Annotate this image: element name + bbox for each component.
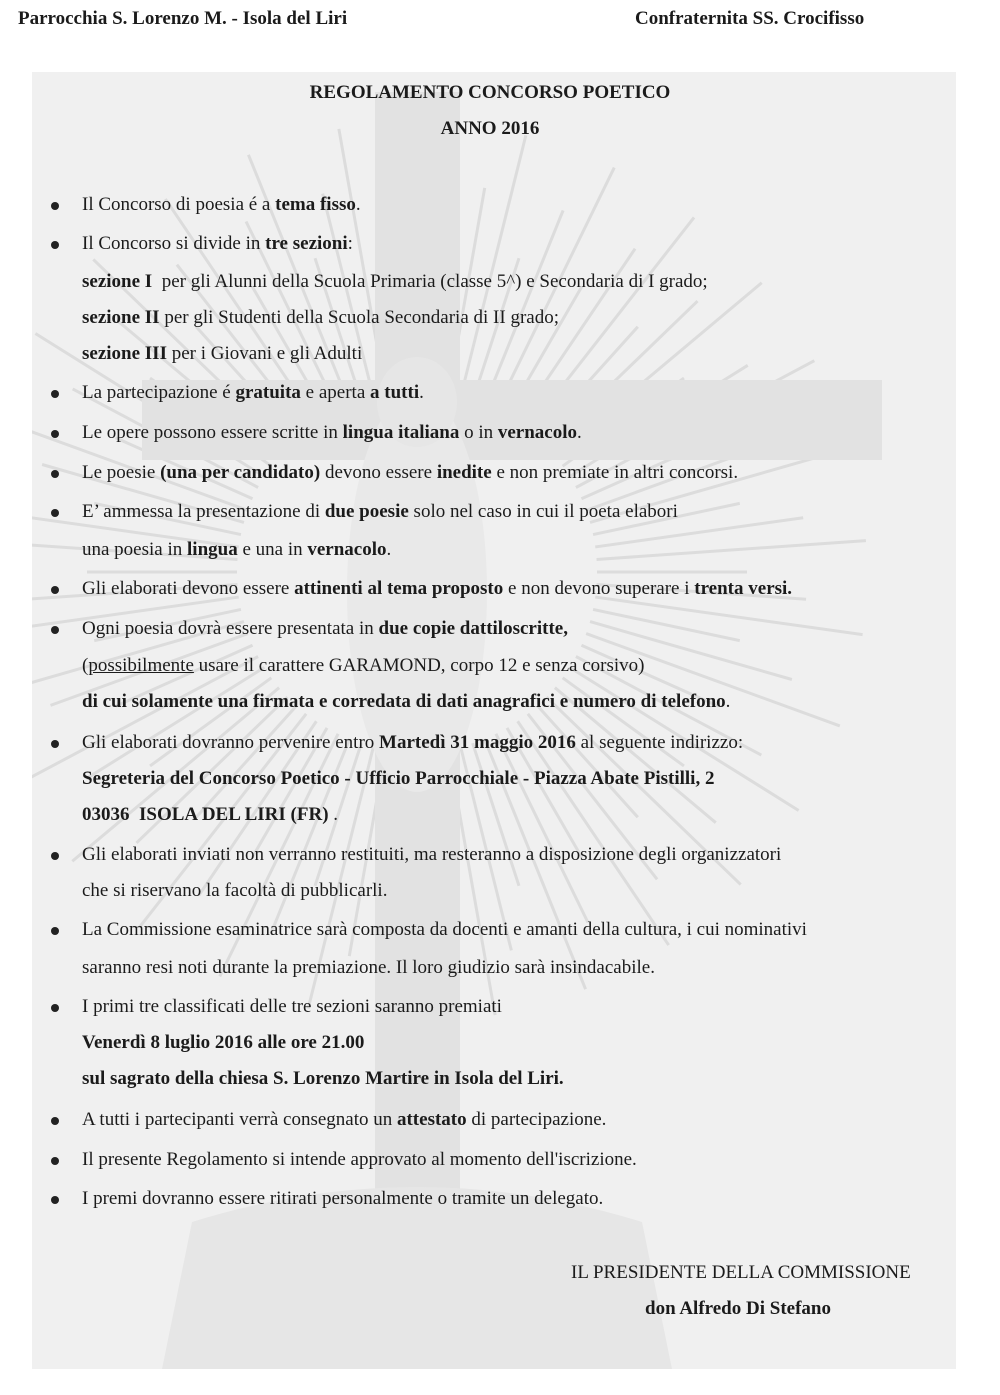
- rule-approval: Il presente Regolamento si intende approvato al momento dell'iscrizione.: [82, 1149, 637, 1170]
- bullet-icon: [51, 586, 59, 594]
- section-three: sezione III per i Giovani e gli Adulti: [82, 343, 363, 364]
- rule-copies-font: (possibilmente usare il carattere GARAMOND, corpo 12 e senza corsivo): [82, 655, 645, 676]
- bullet-icon: [51, 202, 59, 210]
- awards-place: sul sagrato della chiesa S. Lorenzo Martire in Isola del Liri.: [82, 1068, 564, 1089]
- signature-name: don Alfredo Di Stefano: [645, 1298, 831, 1319]
- rule-verses: Gli elaborati devono essere attinenti al tema proposto e non devono superare i trenta versi.: [82, 578, 793, 599]
- bullet-icon: [51, 626, 59, 634]
- bullet-icon: [51, 852, 59, 860]
- section-two: sezione II per gli Studenti della Scuola Secondaria di II grado;: [82, 307, 559, 328]
- rule-not-returned: Gli elaborati inviati non verranno restituiti, ma resteranno a disposizione degli organizzatori: [82, 844, 782, 865]
- bullet-icon: [51, 927, 59, 935]
- rule-deadline: Gli elaborati dovranno pervenire entro Martedì 31 maggio 2016 al seguente indirizzo:: [82, 732, 744, 753]
- rule-sections: Il Concorso si divide in tre sezioni:: [82, 233, 353, 254]
- bullet-icon: [51, 740, 59, 748]
- bullet-icon: [51, 390, 59, 398]
- document-year: ANNO 2016: [440, 118, 540, 139]
- rule-certificate: A tutti i partecipanti verrà consegnato un attestato di partecipazione.: [82, 1109, 607, 1130]
- signature-role: IL PRESIDENTE DELLA COMMISSIONE: [571, 1262, 911, 1283]
- bullet-icon: [51, 470, 59, 478]
- bullet-icon: [51, 241, 59, 249]
- rule-not-returned-cont: che si riservano la facoltà di pubblicarli.: [82, 880, 388, 901]
- awards-date: Venerdì 8 luglio 2016 alle ore 21.00: [82, 1032, 365, 1053]
- bullet-icon: [51, 1004, 59, 1012]
- rule-copies-signed: di cui solamente una firmata e corredata di dati anagrafici e numero di telefono.: [82, 691, 731, 712]
- rule-commission-cont: saranno resi noti durante la premiazione. Il loro giudizio sarà insindacabile.: [82, 957, 655, 978]
- section-one: sezione I per gli Alunni della Scuola Primaria (classe 5^) e Secondaria di I grado;: [82, 271, 708, 292]
- crucifix-background-image: [32, 72, 956, 1369]
- rule-two-poems-cont: una poesia in lingua e una in vernacolo.: [82, 539, 392, 560]
- rule-unpublished: Le poesie (una per candidato) devono essere inedite e non premiate in altri concorsi.: [82, 462, 739, 483]
- bullet-icon: [51, 1117, 59, 1125]
- bullet-icon: [51, 1196, 59, 1204]
- rule-commission: La Commissione esaminatrice sarà composta da docenti e amanti della cultura, i cui nominativi: [82, 919, 807, 940]
- bullet-icon: [51, 1157, 59, 1165]
- address-line-1: Segreteria del Concorso Poetico - Ufficio Parrocchiale - Piazza Abate Pistilli, 2: [82, 768, 715, 789]
- bullet-icon: [51, 509, 59, 517]
- rule-language: Le opere possono essere scritte in lingua italiana o in vernacolo.: [82, 422, 582, 443]
- rule-copies: Ogni poesia dovrà essere presentata in due copie dattiloscritte,: [82, 618, 568, 639]
- bullet-icon: [51, 430, 59, 438]
- rule-two-poems: E’ ammessa la presentazione di due poesie solo nel caso in cui il poeta elabori: [82, 501, 678, 522]
- rule-theme: Il Concorso di poesia é a tema fisso.: [82, 194, 361, 215]
- document-title: REGOLAMENTO CONCORSO POETICO: [309, 82, 671, 103]
- header-parish: Parrocchia S. Lorenzo M. - Isola del Liri: [18, 8, 348, 29]
- rule-participation: La partecipazione é gratuita e aperta a tutti.: [82, 382, 424, 403]
- rule-prize-collection: I premi dovranno essere ritirati personalmente o tramite un delegato.: [82, 1188, 604, 1209]
- header-confraternity: Confraternita SS. Crocifisso: [635, 8, 865, 29]
- address-line-2: 03036 ISOLA DEL LIRI (FR) .: [82, 804, 339, 825]
- rule-awards: I primi tre classificati delle tre sezioni saranno premiati: [82, 996, 502, 1017]
